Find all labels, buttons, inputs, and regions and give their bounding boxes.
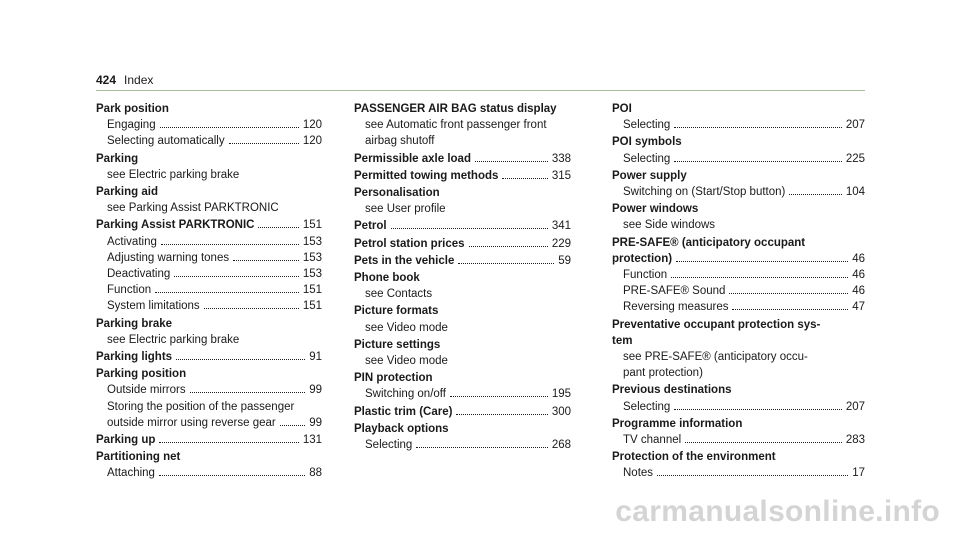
dot-leader xyxy=(671,277,848,278)
dot-leader xyxy=(732,309,848,310)
dot-leader xyxy=(258,227,298,228)
subentry-text: Reversing measures xyxy=(623,301,729,314)
index-term xyxy=(354,421,571,437)
dot-leader xyxy=(502,178,547,179)
subentry-text: Function xyxy=(107,284,152,297)
subentry-text: Storing the position of the passenger xyxy=(107,400,295,413)
subentry-text: Switching on (Start/Stop button) xyxy=(623,186,786,199)
page-ref-link[interactable]: 47 xyxy=(852,301,865,314)
index-subentry xyxy=(612,399,865,415)
index-term xyxy=(354,236,571,252)
index-subentry xyxy=(612,184,865,200)
index-term-text: Parking position xyxy=(96,368,187,381)
page-ref-link[interactable]: 99 xyxy=(309,384,322,397)
page-ref-link[interactable]: 17 xyxy=(852,467,865,480)
index-entry xyxy=(354,370,571,402)
index-term-text: Pets in the vehicle xyxy=(354,254,455,267)
index-term-text: Parking aid xyxy=(96,186,158,199)
index-term-text: Power supply xyxy=(612,169,687,182)
dot-leader xyxy=(204,308,299,309)
index-entry xyxy=(354,337,571,369)
page-ref-link[interactable]: 131 xyxy=(302,434,322,447)
subentry-text: Deactivating xyxy=(107,268,171,281)
dot-leader xyxy=(174,276,299,277)
index-entry xyxy=(96,217,322,314)
watermark: carmanualsonline.info xyxy=(615,495,940,528)
dot-leader xyxy=(676,261,848,262)
page-header xyxy=(96,73,153,87)
index-term-text: Previous destinations xyxy=(612,384,732,397)
index-subentry xyxy=(96,167,322,183)
index-subentry xyxy=(96,399,322,415)
index-subentry xyxy=(612,267,865,283)
index-term xyxy=(354,404,571,420)
page-ref-link[interactable]: 104 xyxy=(845,186,865,199)
index-subentry xyxy=(612,299,865,315)
subentry-text: Engaging xyxy=(107,119,156,132)
index-subentry xyxy=(354,320,571,336)
dot-leader xyxy=(161,244,299,245)
dot-leader xyxy=(229,143,299,144)
index-entry xyxy=(612,382,865,414)
index-entry xyxy=(354,303,571,335)
page-ref-link[interactable]: 46 xyxy=(852,252,865,265)
index-term xyxy=(96,217,322,233)
page-ref-link[interactable]: 120 xyxy=(302,119,322,132)
subentry-text: see Side windows xyxy=(623,219,716,232)
index-term-text: Programme information xyxy=(612,417,743,430)
index-entry xyxy=(96,349,322,365)
subentry-text: Selecting xyxy=(623,400,671,413)
index-entry xyxy=(96,151,322,183)
section-title: Index xyxy=(124,73,154,87)
index-term-text: POI symbols xyxy=(612,136,682,149)
index-term xyxy=(612,382,865,398)
index-subentry xyxy=(612,432,865,448)
page-ref-link[interactable]: 300 xyxy=(551,405,571,418)
dot-leader xyxy=(729,293,848,294)
dot-leader xyxy=(469,246,548,247)
index-term-text: PIN protection xyxy=(354,372,433,385)
index-term-text: Parking up xyxy=(96,434,156,447)
subentry-text: PRE-SAFE® Sound xyxy=(623,285,726,298)
index-entry xyxy=(612,449,865,481)
page-ref-link[interactable]: 341 xyxy=(551,220,571,233)
index-term-text: Parking Assist PARKTRONIC xyxy=(96,219,255,232)
index-term xyxy=(354,218,571,234)
page-ref-link[interactable]: 207 xyxy=(845,400,865,413)
page-ref-link[interactable]: 99 xyxy=(309,416,322,429)
index-subentry xyxy=(96,117,322,133)
index-subentry xyxy=(96,332,322,348)
index-term xyxy=(96,349,322,365)
index-entry xyxy=(354,421,571,453)
page-ref-link[interactable]: 151 xyxy=(302,284,322,297)
dot-leader xyxy=(674,409,842,410)
index-entry xyxy=(354,404,571,420)
subentry-text: see PRE-SAFE® (anticipatory occu- xyxy=(623,351,808,364)
dot-leader xyxy=(458,263,554,264)
index-entry xyxy=(96,184,322,216)
index-term xyxy=(612,317,865,333)
index-term-text: Partitioning net xyxy=(96,451,181,464)
index-subentry xyxy=(612,349,865,365)
index-term xyxy=(96,366,322,382)
index-term xyxy=(354,185,571,201)
index-entry xyxy=(612,168,865,200)
page-ref-link[interactable]: 46 xyxy=(852,269,865,282)
index-term-text: Permitted towing methods xyxy=(354,169,499,182)
index-term xyxy=(96,151,322,167)
index-term xyxy=(354,151,571,167)
index-term-text: Picture formats xyxy=(354,305,439,318)
index-term xyxy=(612,416,865,432)
index-term xyxy=(354,337,571,353)
index-term xyxy=(354,270,571,286)
index-term xyxy=(96,316,322,332)
dot-leader xyxy=(233,260,299,261)
index-subentry xyxy=(96,298,322,314)
index-entry xyxy=(96,101,322,150)
subentry-text: Selecting automatically xyxy=(107,135,225,148)
index-term xyxy=(354,168,571,184)
index-entry xyxy=(354,270,571,302)
index-term-text: Petrol station prices xyxy=(354,237,465,250)
index-term-text: Petrol xyxy=(354,220,387,233)
page-ref-link[interactable]: 151 xyxy=(302,219,322,232)
index-entry xyxy=(354,101,571,150)
index-entry xyxy=(96,432,322,448)
index-term xyxy=(354,253,571,269)
index-subentry xyxy=(96,234,322,250)
index-subentry xyxy=(96,266,322,282)
index-term-text: Phone book xyxy=(354,272,420,285)
subentry-text: see Video mode xyxy=(365,355,448,368)
page-ref-link[interactable]: 88 xyxy=(309,467,322,480)
index-subentry xyxy=(612,465,865,481)
dot-leader xyxy=(674,161,842,162)
index-entry xyxy=(96,449,322,481)
index-subentry xyxy=(96,282,322,298)
index-term xyxy=(96,184,322,200)
index-entry xyxy=(612,134,865,166)
index-subentry xyxy=(96,133,322,149)
index-term xyxy=(612,168,865,184)
index-subentry xyxy=(612,283,865,299)
index-term xyxy=(612,134,865,150)
index-term-text: Personalisation xyxy=(354,187,440,200)
subentry-text: outside mirror using reverse gear xyxy=(107,416,276,429)
subentry-text: Notes xyxy=(623,467,654,480)
dot-leader xyxy=(176,359,305,360)
index-term-continued xyxy=(612,251,865,267)
subentry-text: see Video mode xyxy=(365,321,448,334)
dot-leader xyxy=(475,161,548,162)
index-term xyxy=(96,432,322,448)
index-term-text: protection) xyxy=(612,252,673,265)
index-term xyxy=(354,370,571,386)
subentry-text: Outside mirrors xyxy=(107,384,186,397)
index-term-text: Parking xyxy=(96,152,139,165)
index-entry xyxy=(96,366,322,431)
page-ref-link[interactable]: 207 xyxy=(845,119,865,132)
dot-leader xyxy=(190,392,306,393)
page-ref-link[interactable]: 153 xyxy=(302,251,322,264)
index-term-text: Plastic trim (Care) xyxy=(354,405,453,418)
index-term-continued xyxy=(612,333,865,349)
subentry-text: Adjusting warning tones xyxy=(107,251,230,264)
index-subentry xyxy=(96,382,322,398)
index-entry xyxy=(96,316,322,348)
index-term-text: Playback options xyxy=(354,422,449,435)
dot-leader xyxy=(160,127,299,128)
subentry-text: Activating xyxy=(107,235,157,248)
index-entry xyxy=(612,317,865,382)
index-term xyxy=(354,303,571,319)
index-term xyxy=(612,101,865,117)
index-term xyxy=(612,201,865,217)
page-ref-link[interactable]: 225 xyxy=(845,152,865,165)
index-subentry xyxy=(354,437,571,453)
page-ref-link[interactable]: 315 xyxy=(551,169,571,182)
page-ref-link[interactable]: 153 xyxy=(302,268,322,281)
index-term-text: Picture settings xyxy=(354,338,441,351)
index-column-1 xyxy=(96,101,322,483)
dot-leader xyxy=(657,475,848,476)
subentry-text: TV channel xyxy=(623,434,682,447)
subentry-text: see Electric parking brake xyxy=(107,333,240,346)
dot-leader xyxy=(789,194,841,195)
index-entry xyxy=(354,253,571,269)
index-term-text: Permissible axle load xyxy=(354,152,471,165)
page-ref-link[interactable]: 268 xyxy=(551,439,571,452)
dot-leader xyxy=(685,442,842,443)
index-column-2 xyxy=(354,101,571,454)
dot-leader xyxy=(159,442,298,443)
dot-leader xyxy=(391,228,548,229)
dot-leader xyxy=(280,425,305,426)
index-term xyxy=(96,449,322,465)
index-term xyxy=(612,449,865,465)
index-entry xyxy=(354,185,571,217)
header-rule xyxy=(96,90,865,91)
dot-leader xyxy=(456,414,547,415)
index-subentry xyxy=(96,200,322,216)
index-entry xyxy=(354,236,571,252)
subentry-text: see User profile xyxy=(365,203,446,216)
index-subentry xyxy=(96,465,322,481)
page-ref-link[interactable]: 153 xyxy=(302,235,322,248)
index-subentry xyxy=(354,201,571,217)
index-term-text: Parking lights xyxy=(96,351,173,364)
index-term-text: Power windows xyxy=(612,203,699,216)
index-term-text: PASSENGER AIR BAG status display xyxy=(354,103,557,115)
page-ref-link[interactable]: 120 xyxy=(302,135,322,148)
page-ref-link[interactable]: 46 xyxy=(852,285,865,298)
index-subentry xyxy=(612,151,865,167)
subentry-text: Attaching xyxy=(107,467,155,480)
index-term-text: Parking brake xyxy=(96,317,173,330)
index-term-text: PRE-SAFE® (anticipatory occupant xyxy=(612,236,806,249)
index-entry xyxy=(354,151,571,167)
dot-leader xyxy=(450,396,548,397)
page-ref-link[interactable]: 91 xyxy=(309,351,322,364)
index-column-3 xyxy=(612,101,865,483)
subentry-text: see Contacts xyxy=(365,288,433,301)
index-entry xyxy=(354,168,571,184)
index-term-text: Park position xyxy=(96,103,169,115)
subentry-text: see Automatic front passenger front xyxy=(365,119,547,132)
page-ref-link[interactable]: 59 xyxy=(558,254,571,267)
subentry-text: Switching on/off xyxy=(365,388,446,401)
dot-leader xyxy=(674,127,842,128)
index-term xyxy=(96,101,322,117)
index-entry xyxy=(612,101,865,133)
index-term-text: POI xyxy=(612,103,632,115)
page-ref-link[interactable]: 195 xyxy=(551,388,571,401)
page-ref-link[interactable]: 338 xyxy=(551,152,571,165)
index-term xyxy=(354,101,571,117)
subentry-text: airbag shutoff xyxy=(365,135,435,148)
dot-leader xyxy=(155,292,299,293)
page-ref-link[interactable]: 283 xyxy=(845,434,865,447)
page-number: 424 xyxy=(96,73,117,87)
index-subentry xyxy=(354,286,571,302)
index-subentry xyxy=(354,117,571,133)
index-term-text: Preventative occupant protection sys- xyxy=(612,318,821,331)
index-entry xyxy=(354,218,571,234)
subentry-text: pant protection) xyxy=(623,367,703,380)
index-subentry xyxy=(354,133,571,149)
index-subentry xyxy=(354,386,571,402)
subentry-text: see Electric parking brake xyxy=(107,168,240,181)
index-subentry xyxy=(612,117,865,133)
dot-leader xyxy=(159,475,305,476)
index-subentry xyxy=(96,415,322,431)
index-subentry xyxy=(612,365,865,381)
index-entry xyxy=(612,201,865,233)
index-term-text: Protection of the environment xyxy=(612,451,776,464)
index-entry xyxy=(612,235,865,316)
page-ref-link[interactable]: 151 xyxy=(302,300,322,313)
index-subentry xyxy=(354,353,571,369)
subentry-text: Selecting xyxy=(623,119,671,132)
subentry-text: System limitations xyxy=(107,300,200,313)
index-entry xyxy=(612,416,865,448)
subentry-text: Selecting xyxy=(365,439,413,452)
index-subentry xyxy=(612,217,865,233)
subentry-text: Selecting xyxy=(623,152,671,165)
index-term-text: tem xyxy=(612,334,633,347)
index-term xyxy=(612,235,865,251)
page-ref-link[interactable]: 229 xyxy=(551,237,571,250)
subentry-text: see Parking Assist PARKTRONIC xyxy=(107,202,279,215)
dot-leader xyxy=(416,447,548,448)
subentry-text: Function xyxy=(623,269,668,282)
index-subentry xyxy=(96,250,322,266)
